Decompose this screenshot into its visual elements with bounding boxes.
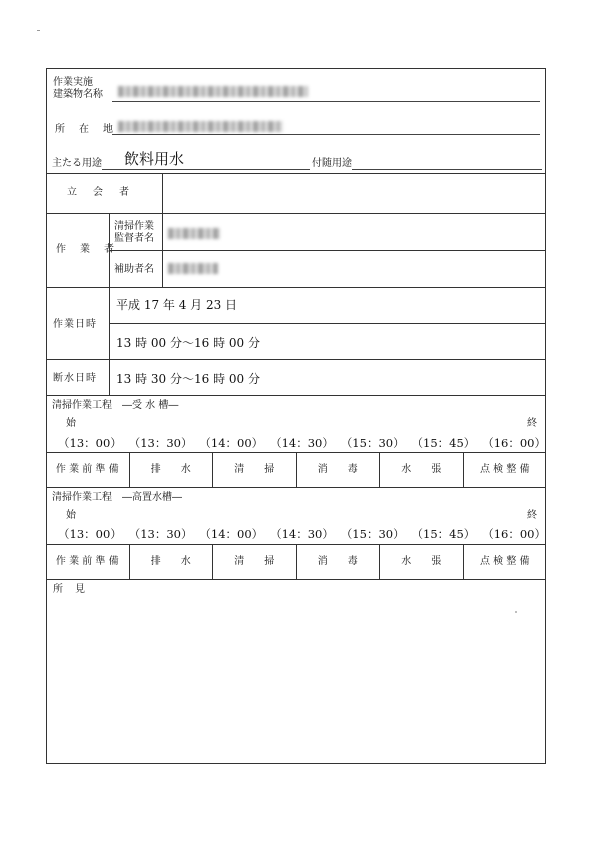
time-label: （13：30） xyxy=(128,527,193,541)
assistant-label: 補助者名 xyxy=(114,264,154,275)
step-cell: 点 検 整 備 xyxy=(479,464,530,475)
divider xyxy=(46,287,546,288)
work-date-label: 作業日時 xyxy=(53,319,97,330)
step-cell: 排 水 xyxy=(130,452,214,487)
outage-value: 13 時 30 分〜16 時 00 分 xyxy=(116,372,260,386)
building-name-redacted xyxy=(118,86,308,97)
date-divider xyxy=(109,287,110,395)
divider xyxy=(46,487,546,488)
divider xyxy=(46,173,546,174)
scan-mark xyxy=(37,30,40,31)
time-label: （14：30） xyxy=(270,527,334,541)
time-label: （14：00） xyxy=(199,436,264,450)
assistant-name-redacted xyxy=(168,263,218,274)
step-cell: 作 業 前 準 備 xyxy=(46,452,130,487)
process-receiving-steps xyxy=(46,452,546,487)
main-use-value: 飲料用水 xyxy=(124,150,185,168)
time-label: （15：30） xyxy=(340,436,405,450)
step-cell: 清 掃 xyxy=(213,452,297,487)
step-cell: 消 毒 xyxy=(297,452,381,487)
main-use-label: 主たる用途 xyxy=(52,158,102,169)
process-elevated-start: 始 xyxy=(66,510,76,521)
time-label: （16：00） xyxy=(482,527,546,541)
time-label: （13：30） xyxy=(128,436,193,450)
address-redacted xyxy=(118,121,283,132)
divider xyxy=(46,395,546,396)
divider xyxy=(46,579,546,580)
process-receiving-title: 清掃作業工程 ―受 水 槽― xyxy=(52,400,179,411)
time-label: （15：45） xyxy=(411,436,476,450)
main-use-underline xyxy=(102,169,310,170)
date-value: 平成 17 年 4 月 23 日 xyxy=(116,298,238,312)
step-cell: 点 検 整 備 xyxy=(479,556,530,567)
time-label: （16：00） xyxy=(482,436,546,450)
divider xyxy=(46,213,546,214)
supervisor-name-redacted xyxy=(168,228,220,239)
step-cell: 水 張 xyxy=(380,544,464,579)
process-elevated-end: 終 xyxy=(527,510,537,521)
step-cell: 消 毒 xyxy=(297,544,381,579)
step-cell: 作 業 前 準 備 xyxy=(46,544,130,579)
witness-label: 立 会 者 xyxy=(67,187,132,198)
outage-label: 断水日時 xyxy=(53,373,97,384)
remarks-label: 所 見 xyxy=(53,584,86,595)
process-receiving-start: 始 xyxy=(66,418,76,429)
divider xyxy=(109,323,546,324)
supervisor-label-1: 清掃作業 xyxy=(114,221,154,232)
time-label: （13：00） xyxy=(58,436,122,450)
process-elevated-title: 清掃作業工程 ―高置水槽― xyxy=(52,492,182,503)
address-label: 所 在 地 xyxy=(55,124,115,135)
divider xyxy=(109,250,546,251)
address-underline xyxy=(112,134,540,135)
process-receiving-times xyxy=(58,436,546,450)
step-cell: 水 張 xyxy=(380,452,464,487)
process-elevated-steps xyxy=(46,544,546,579)
witness-divider xyxy=(162,173,163,213)
time-value: 13 時 00 分〜16 時 00 分 xyxy=(116,336,260,350)
building-label-1: 作業実施 xyxy=(53,77,93,88)
time-label: （14：00） xyxy=(199,527,264,541)
time-label: （13：00） xyxy=(58,527,122,541)
sub-use-underline xyxy=(352,169,542,170)
divider xyxy=(46,359,546,360)
time-label: （15：30） xyxy=(340,527,405,541)
worker-label: 作 業 者 xyxy=(56,244,116,255)
step-cell: 排 水 xyxy=(130,544,214,579)
building-name-underline xyxy=(112,101,540,102)
time-label: （15：45） xyxy=(411,527,476,541)
process-receiving-end: 終 xyxy=(527,418,537,429)
process-elevated-times xyxy=(58,527,546,541)
supervisor-label-2: 監督者名 xyxy=(114,233,154,244)
building-label-2: 建築物名称 xyxy=(53,89,103,100)
time-label: （14：30） xyxy=(270,436,334,450)
sub-use-label: 付随用途 xyxy=(312,158,352,169)
step-cell: 清 掃 xyxy=(213,544,297,579)
scan-mark xyxy=(515,611,517,613)
